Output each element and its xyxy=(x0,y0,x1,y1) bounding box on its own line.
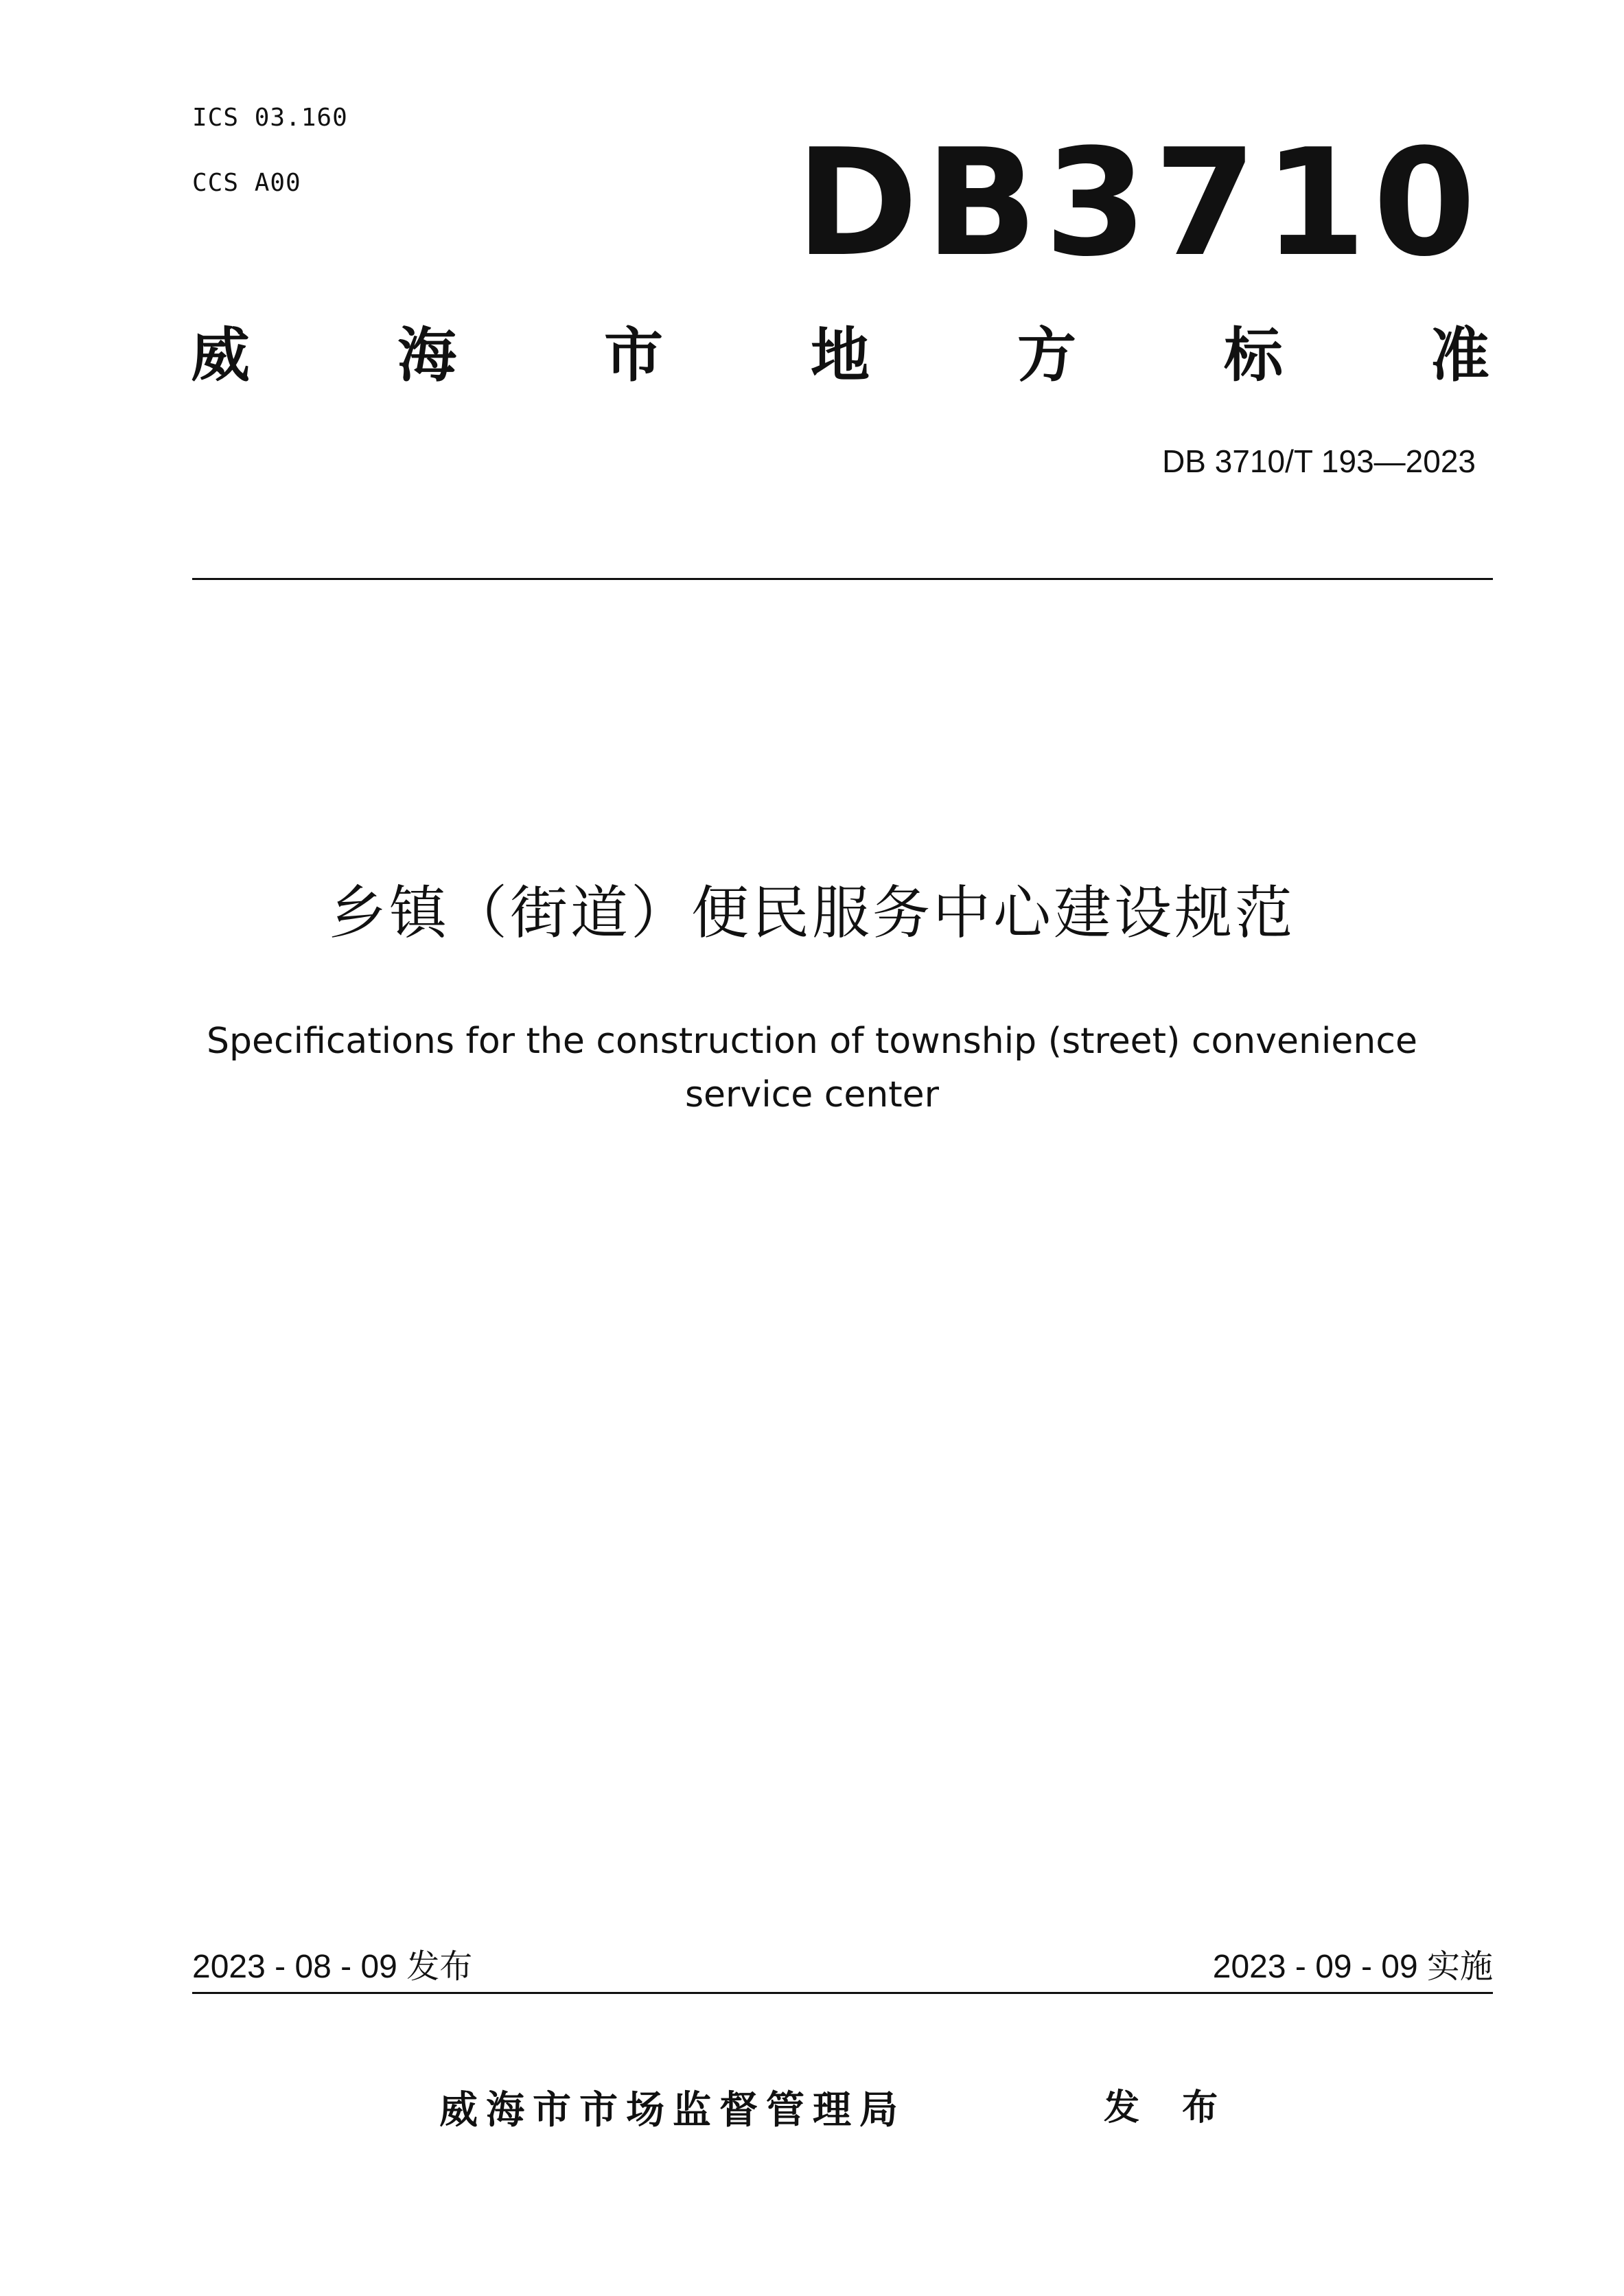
standard-logo: DB3710 xyxy=(796,117,1483,289)
standard-category-char: 准 xyxy=(1430,321,1489,390)
standard-category-char: 标 xyxy=(1224,321,1283,390)
header-divider xyxy=(192,578,1493,580)
standard-category-char: 威 xyxy=(191,321,250,390)
issuing-authority: 威海市市场监督管理局 xyxy=(439,2088,906,2133)
standard-category-char: 市 xyxy=(604,321,663,390)
standard-category-char: 地 xyxy=(811,321,870,390)
standard-category-char: 海 xyxy=(397,321,456,390)
implementation-date: 2023 - 09 - 09 实施 xyxy=(1212,1949,1493,1985)
standard-category xyxy=(191,321,1489,390)
document-title-en: Specifications for the construction of township (street) convenience service center xyxy=(207,1021,1417,1115)
ics-code: ICS 03.160 xyxy=(192,104,348,132)
standard-number: DB 3710/T 193—2023 xyxy=(1162,443,1476,479)
issue-date: 2023 - 08 - 09 发布 xyxy=(192,1949,473,1985)
standard-category-char: 方 xyxy=(1017,321,1076,390)
document-title-zh: 乡镇（街道）便民服务中心建设规范 xyxy=(328,879,1295,947)
issue-action: 发 布 xyxy=(1104,2087,1233,2129)
ccs-code: CCS A00 xyxy=(192,169,301,197)
date-divider xyxy=(192,1992,1493,1994)
